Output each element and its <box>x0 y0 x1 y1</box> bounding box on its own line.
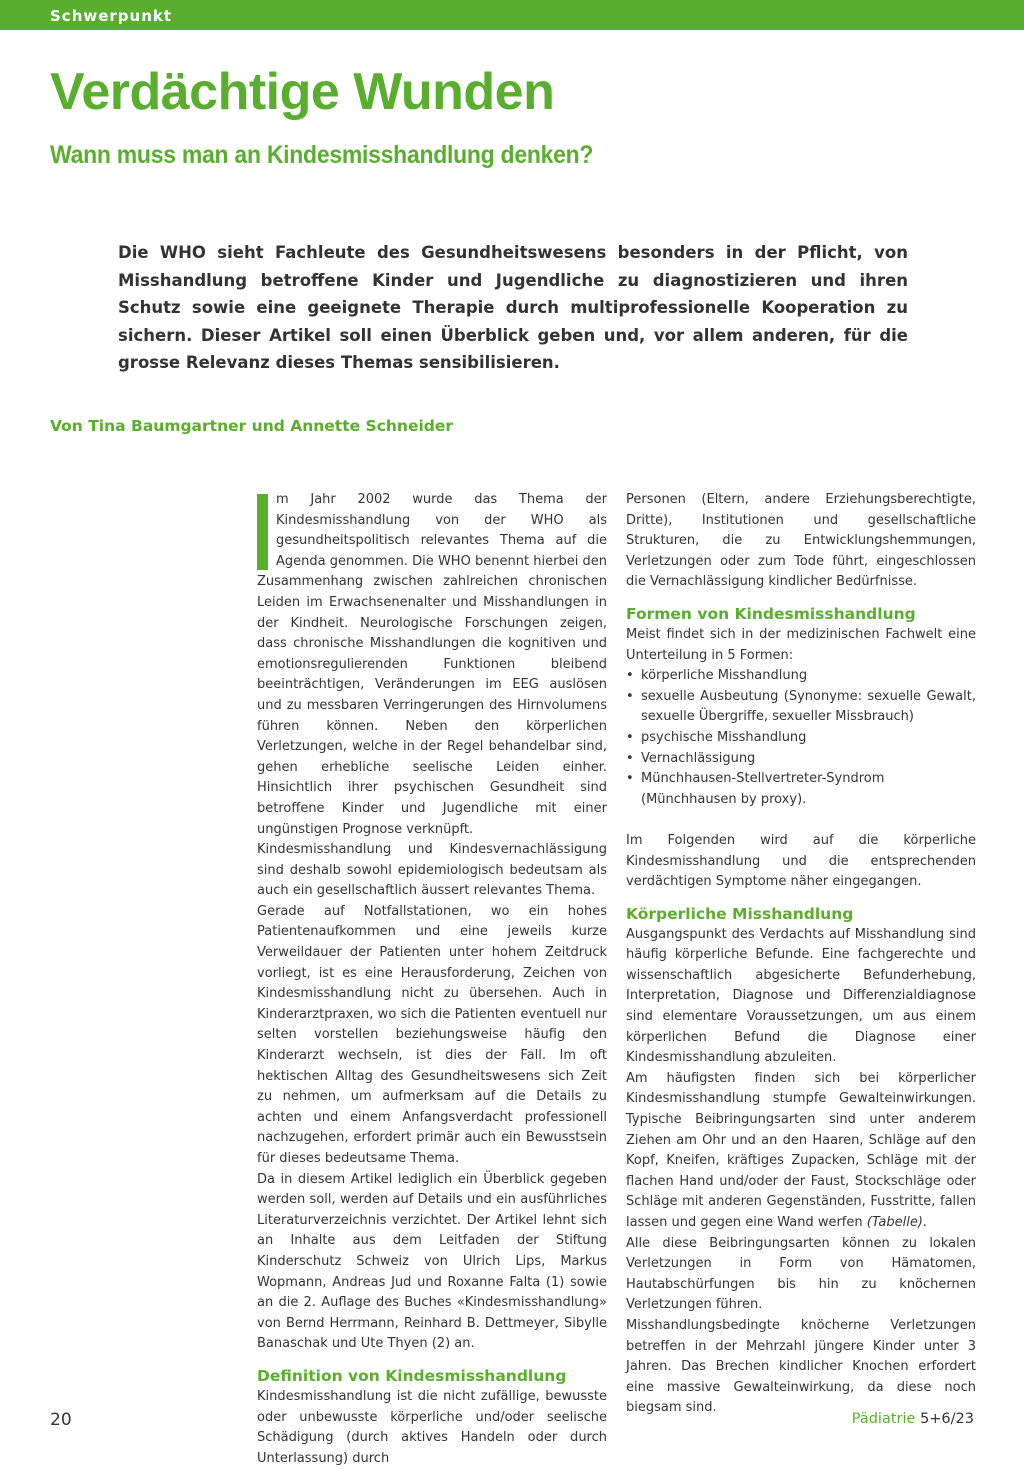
heading-forms: Formen von Kindesmisshandlung <box>626 604 916 623</box>
paragraph: Gerade auf Notfallstationen, wo ein hohes Patientenaufkommen und eine jeweils kurze Verweildauer der Patienten unter hohem Zeitdruck vorliegt, ist es eine Herausforderung, Zeichen von Kindesmisshandlung nicht zu übersehen. Auch in Kinderarztpraxen, wo sich die Patienten eventuell nur selten vorstellen beziehungsweise häufig den Kinderarzt wechseln, ist dies der Fall. Im oft hektischen Alltag des Gesundheitswesens sich Zeit zu nehmen, um aufmerksam auf die Details zu achten und einem Anfangsverdacht professionell nachzugehen, erfordert primär auch ein Bewusstsein für dieses bedeutsame Thema. <box>257 903 607 1166</box>
paragraph: Kindesmisshandlung ist die nicht zufällige, bewusste oder unbewusste körperliche und/oder seelische Schädigung (durch aktives Handeln oder durch Unterlassung) durch <box>257 1388 607 1466</box>
list-item: • psychische Misshandlung <box>626 728 976 749</box>
column-right <box>626 490 976 1419</box>
paragraph: Personen (Eltern, andere Erziehungsberechtigte, Dritte), Institutionen und gesellschaftliche Strukturen, die zu Entwicklungshemmungen, Verletzungen oder zum Tode führt, eingeschlossen die Vernachlässigung kindlicher Bedürfnisse. <box>626 492 976 590</box>
spacer <box>626 810 976 831</box>
paragraph: Meist findet sich in der medizinischen Fachwelt eine Unterteilung in 5 Formen: <box>626 626 976 663</box>
forms-list <box>626 666 976 810</box>
journal-name: Pädiatrie <box>851 1411 916 1427</box>
article-lead: Die WHO sieht Fachleute des Gesundheitswesens besonders in der Pflicht, von Misshandlung betroffene Kinder und Jugendliche zu diagnostizieren und ihren Schutz sowie eine geeignete Therapie durch multiprofessionelle Kooperation zu sichern. Dieser Artikel soll einen Überblick geben und, vor allem anderen, für die grosse Relevanz dieses Themas sensibilisieren. <box>118 243 908 372</box>
article-title: Verdächtige Wunden <box>50 63 555 121</box>
article-subtitle: Wann muss man an Kindesmisshandlung denken? <box>50 141 594 169</box>
paragraph: Da in diesem Artikel lediglich ein Überblick gegeben werden soll, werden auf Details und ein ausführliches Literaturverzeichnis verzichtet. Der Artikel lehnt sich an Inhalte aus dem Leitfaden der Stiftung Kinderschutz Schweiz von Ulrich Lips, Markus Wopmann, Andreas Jud und Roxanne Falta (1) sowie an die 2. Auflage des Buches «Kindesmisshandlung» von Bernd Herrmann, Reinhard B. Dettmeyer, Sibylle Banaschak und Ute Thyen (2) an. <box>257 1171 607 1352</box>
list-item: • körperliche Misshandlung <box>626 666 976 687</box>
journal-info <box>852 1411 974 1427</box>
page-number: 20 <box>50 1410 72 1430</box>
paragraph <box>626 1069 976 1234</box>
table-reference: (Tabelle) <box>866 1215 923 1230</box>
paragraph: Alle diese Beibringungsarten können zu lokalen Verletzungen in Form von Hämatomen, Hautabschürfungen bis hin zu knöchernen Verletzungen führen. <box>626 1235 976 1313</box>
intro-text: m Jahr 2002 wurde das Thema der Kindesmisshandlung von der WHO als gesundheitspolitisch relevantes Thema auf die Agenda genommen. Die WHO benennt hierbei den Zusammenhang zwischen zahlreichen chronischen Leiden im Erwachsenenalter und Misshandlungen in der Kindheit. Neurologische Forschungen zeigen, dass chronische Misshandlungen die kognitiven und emotionsregulierenden Funktionen bleibend beeinträchtigen, Veränderungen im EEG auslösen und zu messbaren Verringerungen des Hirnvolumens führen können. Neben den körperlichen Verletzungen, welche in der Regel behandelbar sind, gehen erhebliche seelische Leiden einher. Hinsichtlich ihrer psychischen Gesundheit sind betroffene Kinder und Jugendliche mit einer ungünstigen Prognose verknüpft. <box>257 492 607 837</box>
list-item: • Münchhausen-Stellvertreter-Syndrom (Münchhausen by proxy). <box>626 769 976 810</box>
list-item: • Vernachlässigung <box>626 749 976 770</box>
paragraph-text: Am häufigsten finden sich bei körperlicher Kindesmisshandlung stumpfe Gewalteinwirkungen. Typische Beibringungsarten sind unter anderem Ziehen am Ohr und an den Haaren, Schläge auf den Kopf, Kneifen, kräftiges Zupacken, Schläge mit der flachen Hand und/oder der Faust, Stockschläge oder Schläge mit anderen Gegenständen, Fusstritte, fallen lassen und gegen eine Wand werfen <box>626 1070 976 1230</box>
paragraph: Misshandlungsbedingte knöcherne Verletzungen betreffen in der Mehrzahl jüngere Kinder unter 3 Jahren. Das Brechen kindlicher Knochen erfordert eine massive Gewalteinwirkung, da diese noch biegsam sind. <box>626 1317 976 1416</box>
column-left <box>257 490 607 1469</box>
paragraph: Ausgangspunkt des Verdachts auf Misshandlung sind häufig körperliche Befunde. Eine fachgerechte und wissenschaftlich abgesicherte Befunderhebung, Interpretation, Diagnose und Differenzialdiagnose sind elementare Voraussetzungen, um aus einem körperlichen Befund die Diagnose einer Kindesmisshandlung abzuleiten. <box>626 926 976 1066</box>
author-line: Von Tina Baumgartner und Annette Schneider <box>50 417 454 435</box>
paragraph: Im Folgenden wird auf die körperliche Kindesmisshandlung und die entsprechenden verdächtigen Symptome näher eingegangen. <box>626 832 976 890</box>
paragraph-end: . <box>922 1215 928 1230</box>
heading-physical: Körperliche Misshandlung <box>626 904 854 923</box>
list-item: • sexuelle Ausbeutung (Synonyme: sexuelle Gewalt, sexuelle Übergriffe, sexueller Missbrauch) <box>626 687 976 728</box>
heading-definition: Definition von Kindesmisshandlung <box>257 1366 567 1385</box>
section-bar <box>0 0 1024 30</box>
journal-issue: 5+6/23 <box>920 1411 974 1427</box>
intro-paragraph <box>257 490 607 840</box>
drop-cap-initial <box>257 494 268 570</box>
paragraph: Kindesmisshandlung und Kindesvernachlässigung sind deshalb sowohl epidemiologisch bedeutsam als auch ein gesellschaftlich äussert relevantes Thema. <box>257 842 607 899</box>
section-label: Schwerpunkt <box>50 7 173 25</box>
